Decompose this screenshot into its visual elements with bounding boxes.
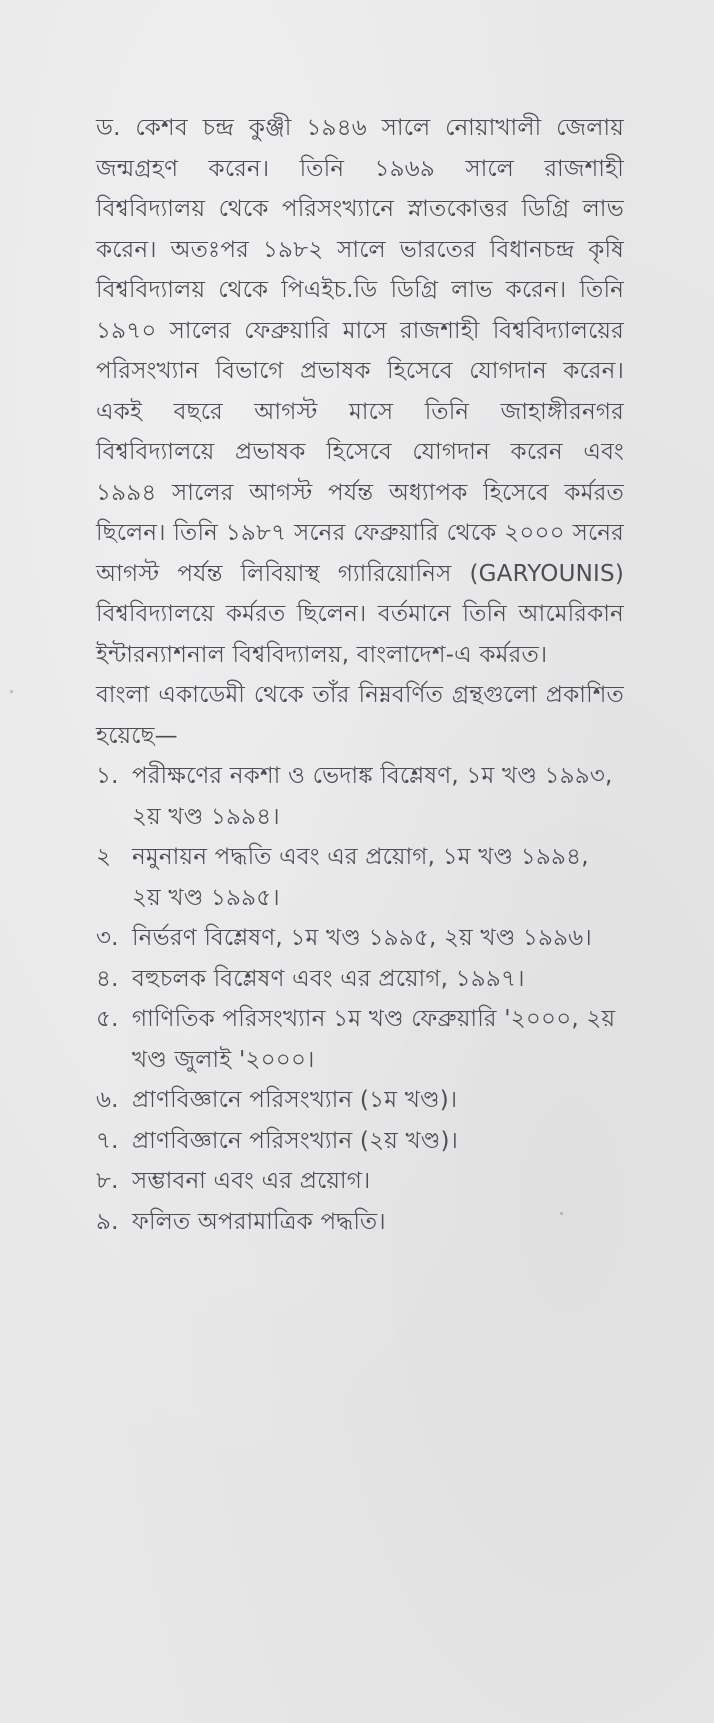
publication-item <box>96 959 624 1000</box>
publication-title: গাণিতিক পরিসংখ্যান ১ম খণ্ড ফেব্রুয়ারি '২০০০, ২য় খণ্ড জুলাই '২০০০। <box>132 1006 616 1073</box>
publication-number: ২ <box>96 844 112 870</box>
publication-number: ৪. <box>96 965 119 992</box>
publication-number: ৫. <box>96 1006 119 1032</box>
publication-item <box>96 1121 624 1162</box>
publication-title: সম্ভাবনা এবং এর প্রয়োগ। <box>132 1168 371 1194</box>
publication-title: নমুনায়ন পদ্ধতি এবং এর প্রয়োগ, ১ম খণ্ড ১৯৯৪, ২য় খণ্ড ১৯৯৫। <box>132 844 589 911</box>
publication-number: ১. <box>96 763 119 789</box>
publication-number: ৮. <box>96 1168 119 1194</box>
publication-number: ৭. <box>96 1127 119 1154</box>
publication-number: ৬. <box>96 1087 119 1113</box>
publication-item <box>96 999 624 1080</box>
paper-speck <box>560 1212 563 1215</box>
author-biography: ড. কেশব চন্দ্র কুঞ্জী ১৯৪৬ সালে নোয়াখালী জেলায় জন্মগ্রহণ করেন। তিনি ১৯৬৯ সালে রাজশাহী বিশ্ববিদ্যালয় থেকে পরিসংখ্যানে স্নাতকোত্তর ডিগ্রি লাভ করেন। অতঃপর ১৯৮২ সালে ভারতের বিধানচন্দ্র কৃষি বিশ্ববিদ্যালয় থেকে পিএইচ.ডি ডিগ্রি লাভ করেন। তিনি ১৯৭০ সালের ফেব্রুয়ারি মাসে রাজশাহী বিশ্ববিদ্যালয়ের পরিসংখ্যান বিভাগে প্রভাষক হিসেবে যোগদান করেন। একই বছরে আগস্ট মাসে তিনি জাহাঙ্গীরনগর বিশ্ববিদ্যালয়ে প্রভাষক হিসেবে যোগদান করেন এবং ১৯৯৪ সালের আগস্ট পর্যন্ত অধ্যাপক হিসেবে কর্মরত ছিলেন। তিনি ১৯৮৭ সনের ফেব্রুয়ারি থেকে ২০০০ সনের আগস্ট পর্যন্ত লিবিয়াস্থ গ্যারিয়োনিস (GARYOUNIS) বিশ্ববিদ্যালয়ে কর্মরত ছিলেন। বর্তমানে তিনি আমেরিকান ইন্টারন্যাশনাল বিশ্ববিদ্যালয়, বাংলাদেশ-এ কর্মরত। <box>96 115 624 668</box>
author-bio-block <box>96 108 624 1242</box>
publication-number: ৩. <box>96 925 119 951</box>
publication-number: ৯. <box>96 1208 119 1235</box>
publication-item <box>96 918 624 959</box>
publication-title: বহুচলক বিশ্লেষণ এবং এর প্রয়োগ, ১৯৯৭। <box>132 965 525 992</box>
paper-speck <box>10 690 13 693</box>
publication-title: পরীক্ষণের নকশা ও ভেদাঙ্ক বিশ্লেষণ, ১ম খণ্ড ১৯৯৩, ২য় খণ্ড ১৯৯৪। <box>132 763 613 830</box>
publication-title: প্রাণবিজ্ঞানে পরিসংখ্যান (১ম খণ্ড)। <box>132 1087 458 1113</box>
publication-title: নির্ভরণ বিশ্লেষণ, ১ম খণ্ড ১৯৯৫, ২য় খণ্ড ১৯৯৬। <box>132 925 592 951</box>
publication-item <box>96 837 624 918</box>
publications-list <box>96 756 624 1242</box>
publication-item <box>96 756 624 837</box>
publication-item <box>96 1202 624 1243</box>
publication-title: ফলিত অপরামাত্রিক পদ্ধতি। <box>132 1208 386 1235</box>
publication-title: প্রাণবিজ্ঞানে পরিসংখ্যান (২য় খণ্ড)। <box>132 1127 459 1154</box>
publications-intro: বাংলা একাডেমী থেকে তাঁর নিম্নবর্ণিত গ্রন্থগুলো প্রকাশিত হয়েছে— <box>96 682 624 749</box>
publication-item <box>96 1161 624 1202</box>
publication-item <box>96 1080 624 1121</box>
